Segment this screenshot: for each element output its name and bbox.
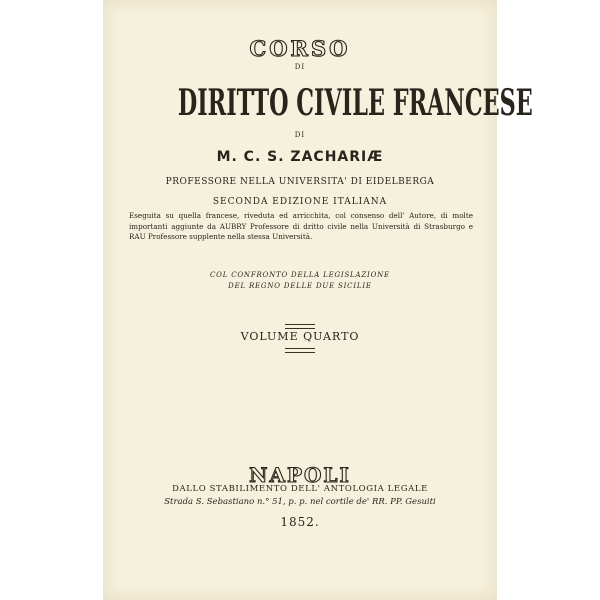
author-affiliation: PROFESSORE NELLA UNIVERSITA' DI EIDELBERGA bbox=[165, 177, 435, 187]
edition-label: SECONDA EDIZIONE ITALIANA bbox=[212, 197, 388, 207]
publication-year: 1852. bbox=[280, 515, 320, 529]
title-page bbox=[103, 0, 533, 600]
main-title: DIRITTO CIVILE FRANCESE bbox=[177, 82, 533, 124]
comparison-note-line-2: DEL REGNO DELLE DUE SICILIE bbox=[228, 282, 372, 290]
author-name: M. C. S. ZACHARIÆ bbox=[216, 149, 384, 165]
ornament-rule-top bbox=[285, 324, 315, 329]
printer-name: DALLO STABILIMENTO DELL' ANTOLOGIA LEGALE bbox=[172, 484, 428, 494]
printer-address: Strada S. Sebastiano n.° 51, p. p. nel cortile de' RR. PP. Gesuiti bbox=[164, 497, 436, 507]
ornament-rule-bottom bbox=[285, 348, 315, 353]
corso-heading: CORSO bbox=[249, 36, 351, 61]
di-connector-2: DI bbox=[294, 131, 306, 139]
volume-label: VOLUME QUARTO bbox=[240, 330, 360, 343]
edition-description: Eseguita su quella francese, riveduta ed arricchita, col consenso dell' Autore, di molte importanti aggiunte da AUBRY Professore di dritto civile nella Università di Strasburgo e RAU Professore supplente nella stessa Università. bbox=[129, 211, 473, 241]
comparison-note bbox=[103, 270, 497, 292]
publication-city: NAPOLI bbox=[249, 463, 351, 487]
di-connector-1: DI bbox=[294, 63, 306, 71]
comparison-note-line-1: COL CONFRONTO DELLA LEGISLAZIONE bbox=[210, 271, 390, 279]
